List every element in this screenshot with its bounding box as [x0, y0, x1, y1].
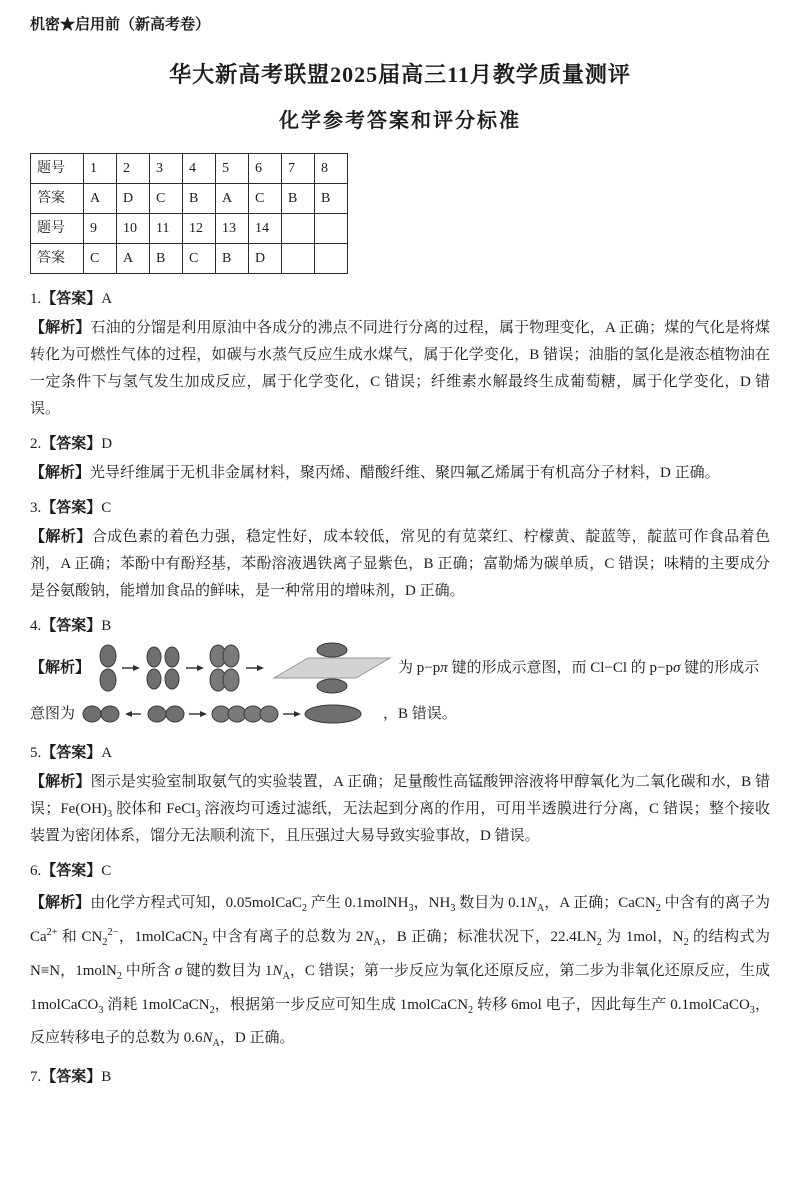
sigma-bond-formation-diagram-icon: [79, 696, 379, 732]
analysis-text: 光导纤维属于无机非金属材料，聚丙烯、醋酸纤维、聚四氟乙烯属于有机高分子材料，D 正确。: [90, 465, 720, 482]
table-cell: C: [249, 183, 282, 213]
analysis-label: 【解析】: [30, 320, 91, 337]
table-cell: C: [183, 244, 216, 274]
question-7-answer-line: [30, 1064, 770, 1091]
analysis-label: 【解析】: [30, 774, 91, 791]
answer-label: 【答案】: [41, 500, 102, 517]
answer-label: 【答案】: [41, 291, 102, 308]
table-cell: B: [282, 183, 315, 213]
question-6-answer-line: [30, 858, 770, 885]
analysis-text: ，B 错误。: [383, 705, 457, 722]
analysis-label: 【解析】: [30, 529, 92, 546]
question-3-answer-line: [30, 495, 770, 522]
question-5-answer-line: [30, 740, 770, 767]
table-cell: B: [183, 183, 216, 213]
analysis-text: 由化学方程式可知，0.05molCaC$_2$ 产生 0.1molNH$_3$，$NH_3$ 数目为 $0.1N_A$，A 正确；CaCN$_2$ 中含有的离子为 $Ca^{2+}$ 和 $CN_2^{2-}$，1molCaCN$_2$ 中含有离子的总数为 $2N_A$，B 正确；标准状况下，$22.4LN_2$ 为 1mol，$N_2$ 的结构式为 N≡N，1molN$_2$ 中所含 σ 键的数目为 $1N_A$，C 错误；第一步反应为氧化还原反应，第二步为非氧化还原反应，生成 1molCaCO$_3$ 消耗 1molCaCN$_2$，根据第一步反应可知生成 1molCaCN$_2$ 转移 6mol 电子，因此每生产 0.1molCaCO$_3$，反应转移电子的总数为 $0.6N_A$，D 正确。: [30, 895, 770, 1050]
answer-label: 【答案】: [41, 863, 102, 880]
table-cell: [282, 213, 315, 243]
question-6-analysis: [30, 887, 770, 1056]
analysis-text: 为 p−pπ 键的形成示意图，而 Cl−Cl 的 p−pσ 键的形成示: [398, 659, 760, 676]
table-cell: C: [84, 244, 117, 274]
table-cell: B: [216, 244, 249, 274]
page-title: 华大新高考联盟2025届高三11月教学质量测评: [169, 62, 631, 87]
table-cell: A: [216, 183, 249, 213]
question-4-answer-line: [30, 613, 770, 640]
question-3-analysis: [30, 524, 770, 605]
analysis-label: 【解析】: [30, 895, 91, 912]
table-cell: 7: [282, 153, 315, 183]
table-row: [31, 153, 348, 183]
answer-letter: A: [101, 291, 113, 308]
table-cell: A: [84, 183, 117, 213]
table-cell: B: [150, 244, 183, 274]
table-cell: 8: [315, 153, 348, 183]
analysis-text: 合成色素的着色力强，稳定性好，成本较低，常见的有苋菜红、柠檬黄、靛蓝等，靛蓝可作食品着色剂，A 正确；苯酚中有酚羟基，苯酚溶液遇铁离子显紫色，B 正确；富勒烯为碳单质，C 错误；味精的主要成分是谷氨酸钠，能增加食品的鲜味，是一种常用的增味剂，D 正确。: [30, 529, 770, 600]
table-row: [31, 183, 348, 213]
table-cell: 6: [249, 153, 282, 183]
classification-notice: 机密★启用前（新高考卷）: [30, 17, 211, 33]
question-1-answer-line: [30, 286, 770, 313]
table-cell: 10: [117, 213, 150, 243]
table-row: [31, 213, 348, 243]
answer-letter: B: [101, 618, 112, 635]
question-1-analysis: [30, 315, 770, 423]
table-header-cell: 题号: [31, 213, 84, 243]
table-row: [31, 244, 348, 274]
table-cell: 2: [117, 153, 150, 183]
table-cell: [282, 244, 315, 274]
question-2-analysis: [30, 460, 770, 487]
question-number: 2.: [30, 436, 42, 453]
question-number: 5.: [30, 745, 42, 762]
question-4-analysis-line2: [30, 696, 770, 732]
table-cell: [315, 213, 348, 243]
answer-label: 【答案】: [41, 436, 102, 453]
answer-letter: B: [101, 1069, 112, 1086]
question-number: 4.: [30, 618, 42, 635]
table-header-cell: 题号: [31, 153, 84, 183]
answer-label: 【答案】: [41, 745, 102, 762]
question-number: 7.: [30, 1069, 42, 1086]
table-cell: 12: [183, 213, 216, 243]
answer-label: 【答案】: [41, 1069, 102, 1086]
question-number: 3.: [30, 500, 42, 517]
analysis-label: 【解析】: [30, 465, 91, 482]
table-cell: 3: [150, 153, 183, 183]
table-cell: 1: [84, 153, 117, 183]
analysis-text: 图示是实验室制取氨气的实验装置，A 正确；足量酸性高锰酸钾溶液将甲醇氧化为二氧化碳和水，B 错误；$Fe(OH)_3$ 胶体和 FeCl$_3$ 溶液均可透过滤纸，无法起到分离的作用，可用半透膜进行分离，C 错误；整个接收装置为密闭体系，馏分无法顺利流下，且压强过大易导致实验事故，D 错误。: [30, 774, 770, 845]
answer-table: [30, 153, 348, 275]
analysis-label: 【解析】: [30, 659, 91, 676]
answer-label: 【答案】: [41, 618, 102, 635]
question-5-analysis: [30, 769, 770, 850]
table-cell: D: [249, 244, 282, 274]
table-cell: 9: [84, 213, 117, 243]
question-number: 1.: [30, 291, 42, 308]
question-4-analysis-line1: [30, 642, 770, 694]
answer-letter: C: [101, 500, 112, 517]
table-cell: B: [315, 183, 348, 213]
answer-letter: A: [101, 745, 113, 762]
table-header-cell: 答案: [31, 183, 84, 213]
page-subtitle: 化学参考答案和评分标准: [279, 109, 521, 132]
analysis-text: 石油的分馏是利用原油中各成分的沸点不同进行分离的过程，属于物理变化，A 正确；煤的气化是将煤转化为可燃性气体的过程，如碳与水蒸气反应生成水煤气，属于化学变化，B 错误；油脂的氢化是液态植物油在一定条件下与氢气发生加成反应，属于化学变化，C 错误；纤维素水解最终生成葡萄糖，属于化学变化，D 错误。: [30, 320, 770, 418]
answer-letter: C: [101, 863, 112, 880]
answer-letter: D: [101, 436, 113, 453]
analysis-text: 意图为: [30, 705, 76, 722]
question-2-answer-line: [30, 431, 770, 458]
table-header-cell: 答案: [31, 244, 84, 274]
pi-bond-formation-diagram-icon: [94, 642, 394, 694]
table-cell: D: [117, 183, 150, 213]
table-cell: 13: [216, 213, 249, 243]
table-cell: [315, 244, 348, 274]
table-cell: 11: [150, 213, 183, 243]
table-cell: 4: [183, 153, 216, 183]
table-cell: C: [150, 183, 183, 213]
question-number: 6.: [30, 863, 42, 880]
table-cell: 14: [249, 213, 282, 243]
table-cell: A: [117, 244, 150, 274]
table-cell: 5: [216, 153, 249, 183]
